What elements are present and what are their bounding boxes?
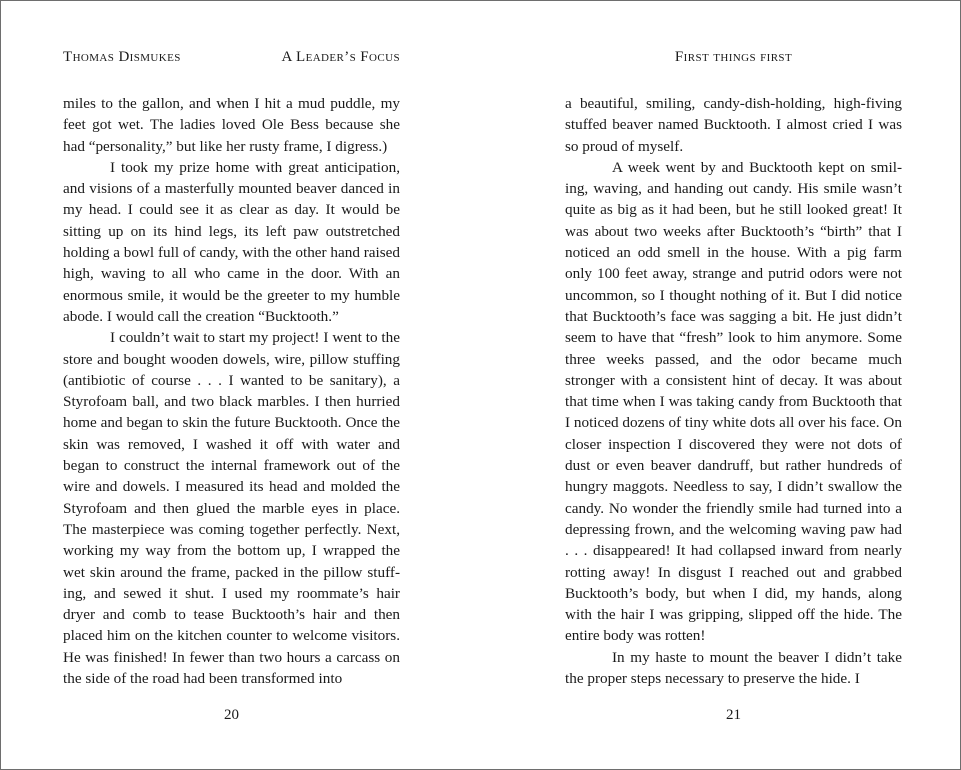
running-head-left [63, 49, 400, 69]
running-head-right [565, 49, 902, 69]
header-author: Thomas Dismukes [63, 49, 181, 65]
paragraph: A week went by and Bucktooth kept on smiling, waving, and handing out candy. His smile wasn’t quite as big as it had been, but he still looked great! It was about two weeks after Bucktooth’s “birth” that I noticed an odd smell in the house. With a pig farm only 100 feet away, strange and putrid odors were not uncommon, so I thought nothing of it. But I did notice that Bucktooth’s face was sagging a bit. He just didn’t seem to have that “fresh” look to him anymore. Some three weeks passed, and the odor became much stronger with a consistent hint of decay. It was about that time when I was taking candy from Bucktooth that I noticed dozens of tiny white dots all over his face. On closer inspection I discovered they were not dots of dust or even beaver dandruff, but rather hundreds of hungry maggots. Needless to say, I didn’t swallow the candy. No wonder the friendly smile had turned into a depressing frown, and the welcoming waving paw had . . . disappeared! It had collapsed inward from nearly rotting away! In disgust I reached out and grabbed Bucktooth’s body, but when I did, my hands, along with the hair I was gripping, slipped off the hide. The entire body was rotten! [565, 158, 902, 645]
paragraph: I took my prize home with great anticipation, and visions of a masterfully mounted beaver danced in my head. I could see it as clear as day. It would be sitting up on its hind legs, its left paw outstretched holding a bowl full of candy, with the other hand raised high, waving to all who came in the door. With an enormous smile, it would be the greeter to my humble abode. I would call the creation “Bucktooth.” [63, 158, 400, 325]
page-number-right: 21 [726, 707, 741, 723]
header-chapter-title: First things first [674, 49, 793, 65]
paragraph: miles to the gallon, and when I hit a mud puddle, my feet got wet. The ladies loved Ole Bess because she had “personality,” but like her rusty frame, I digress.) [63, 95, 400, 155]
paragraph: I couldn’t wait to start my project! I went to the store and bought wooden dowels, wire, pillow stuffing (antibiotic of course . . . I wanted to be sanitary), a Styrofoam ball, and two black marbles. I then hurried home and began to skin the future Bucktooth. Once the skin was removed, I washed it off with water and began to construct the internal framework out of the wire and dowels. I measured its head and molded the Styrofoam and then glued the marble eyes in place. The masterpiece was coming together perfectly. Next, working my way from the bottom up, I wrapped the wet skin around the frame, packed in the pillow stuffing, and sewed it shut. I used my roommate’s hair dryer and comb to tease Bucktooth’s hair and then placed him on the kitchen counter to welcome visitors. He was finished! In fewer than two hours a carcass on the side of the road had been transformed into [63, 329, 400, 688]
paragraph: In my haste to mount the beaver I didn’t take the proper steps necessary to preserve the hide. I [565, 648, 902, 688]
paragraph: a beautiful, smiling, candy-dish-holding, high-fiving stuffed beaver named Bucktooth. I almost cried I was so proud of myself. [565, 95, 902, 155]
left-page-body [63, 93, 400, 689]
right-page-body [565, 93, 902, 689]
right-page [565, 1, 902, 769]
page-number-left: 20 [224, 707, 239, 723]
left-page [63, 1, 400, 769]
header-book-title: A Leader’s Focus [281, 49, 400, 65]
